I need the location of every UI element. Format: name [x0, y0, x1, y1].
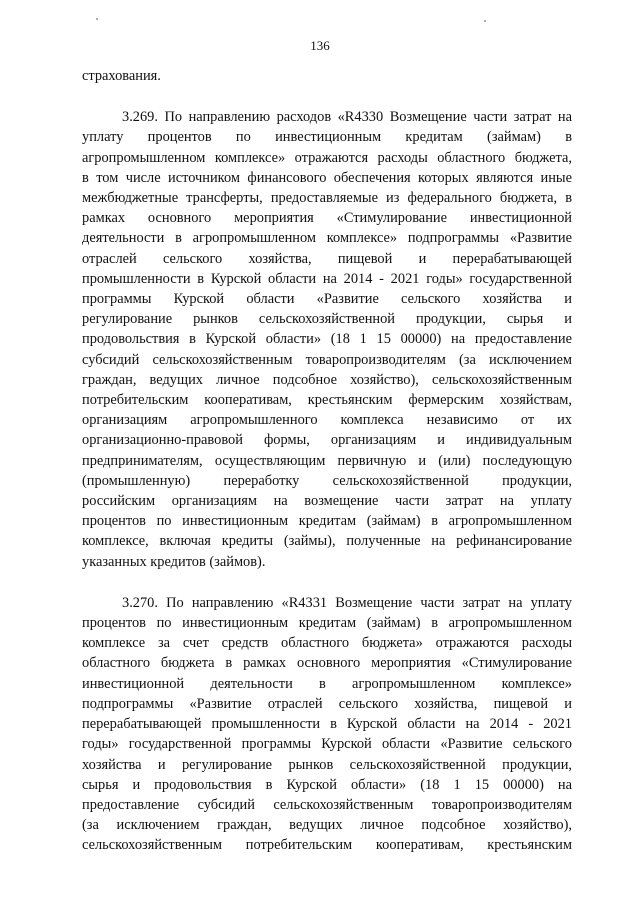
text-line: граждан, ведущих личное подсобное хозяйство), сельскохозяйственным — [82, 371, 572, 388]
text-line: процентов по инвестиционным кредитам (займам) в агропромышленном — [82, 513, 572, 530]
text-line: перерабатывающей промышленности в Курской области на 2014 - 2021 — [82, 716, 572, 733]
text-line: процентов по инвестиционным кредитам (займам) в агропромышленном — [82, 615, 572, 632]
text-line: субсидий сельскохозяйственным товаропроизводителям (за исключением — [82, 351, 572, 368]
paragraph-continuation — [82, 66, 572, 86]
text-line: подпрограммы «Развитие отраслей сельского хозяйства, пищевой и — [82, 695, 572, 712]
text-line: потребительским кооперативам, крестьянским фермерским хозяйствам, — [82, 392, 572, 409]
paragraph-3-270 — [82, 593, 572, 856]
text-line: сырья и продовольствия в Курской области» (18 1 15 00000) на — [82, 776, 572, 793]
text-line: 3.269. По направлению расходов «R4330 Возмещение части затрат на — [122, 109, 572, 126]
text-line: промышленности в Курской области на 2014 - 2021 годы» государственной — [82, 270, 572, 287]
text-line: предоставление субсидий сельскохозяйственным товаропроизводителям — [82, 796, 572, 813]
text-line: (за исключением граждан, ведущих личное подсобное хозяйство), — [82, 817, 572, 834]
text-line: рамках основного мероприятия «Стимулирование инвестиционной — [82, 210, 572, 227]
text-line: (промышленную) переработку сельскохозяйственной продукции, — [82, 472, 572, 489]
text-line: хозяйства и регулирование рынков сельскохозяйственной продукции, — [82, 756, 572, 773]
text-line: агропромышленном комплексе» отражаются расходы областного бюджета, — [82, 149, 572, 166]
text-line: уплату процентов по инвестиционным кредитам (займам) в — [82, 129, 572, 146]
text-line: отраслей сельского хозяйства, пищевой и перерабатывающей — [82, 250, 572, 267]
paragraph-spacer — [82, 572, 572, 593]
text-line: сельскохозяйственным потребительским кооперативам, крестьянским — [82, 837, 572, 854]
text-line: программы Курской области «Развитие сельского хозяйства и — [82, 291, 572, 308]
text-line: регулирование рынков сельскохозяйственной продукции, сырья и — [82, 311, 572, 328]
text-line: продовольствия в Курской области» (18 1 15 00000) на предоставление — [82, 331, 572, 348]
text-line: предпринимателям, осуществляющим первичную и (или) последующую — [82, 452, 572, 469]
text-line: страхования. — [82, 68, 161, 84]
text-line: организационно-правовой формы, организациям и индивидуальным — [82, 432, 572, 449]
text-line: межбюджетные трансферты, предоставляемые из федерального бюджета, в — [82, 190, 572, 207]
scan-speck-right — [484, 20, 486, 22]
document-body — [82, 66, 572, 856]
text-line: комплексе, включая кредиты (займы), полученные на рефинансирование — [82, 533, 572, 550]
text-line: инвестиционной деятельности в агропромышленном комплексе» — [82, 675, 572, 692]
text-line: в том числе источником финансового обеспечения которых являются иные — [82, 169, 572, 186]
text-line: областного бюджета в рамках основного мероприятия «Стимулирование — [82, 655, 572, 672]
scan-speck-left — [96, 18, 98, 20]
text-line: организациям агропромышленного комплекса независимо от их — [82, 412, 572, 429]
paragraph-spacer — [82, 86, 572, 107]
page-number: 136 — [310, 38, 330, 53]
text-line: комплексе за счет средств областного бюджета» отражаются расходы — [82, 635, 572, 652]
text-line: 3.270. По направлению «R4331 Возмещение части затрат на уплату — [122, 594, 572, 611]
text-line: указанных кредитов (займов). — [82, 553, 266, 570]
paragraph-3-269 — [82, 107, 572, 572]
text-line: российским организациям на возмещение части затрат на уплату — [82, 493, 572, 510]
text-line: годы» государственной программы Курской области «Развитие сельского — [82, 736, 572, 753]
text-line: деятельности в агропромышленном комплексе» подпрограммы «Развитие — [82, 230, 572, 247]
